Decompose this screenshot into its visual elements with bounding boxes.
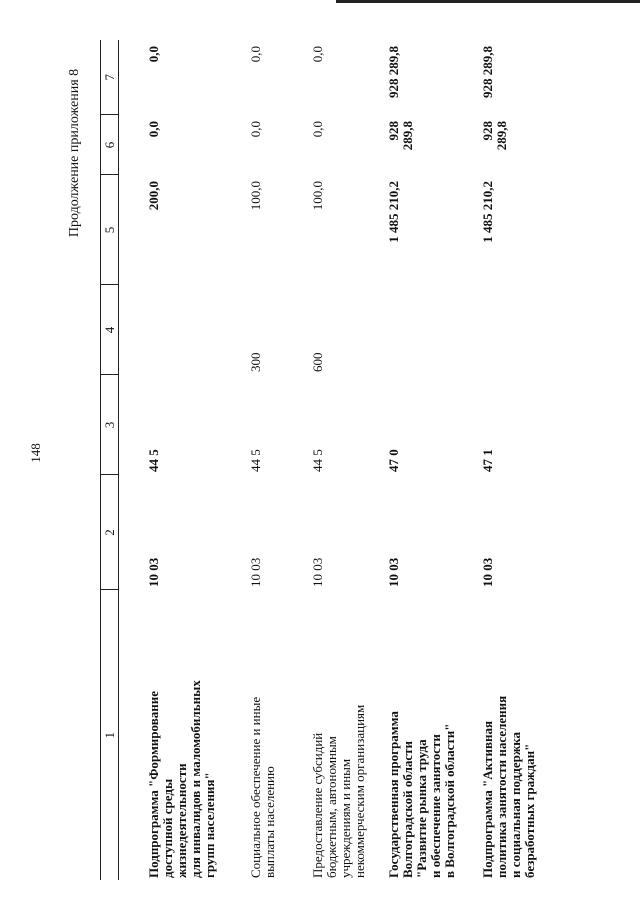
name-line: для инвалидов и маломобильных	[188, 680, 203, 878]
row-value-6: 0,0	[248, 121, 263, 138]
name-line: жизнедеятельности	[174, 763, 189, 878]
name-line: политика занятости населения	[494, 695, 509, 878]
row-value-5: 100,0	[248, 181, 263, 211]
row-expense-type: 600	[310, 352, 325, 372]
name-line: безработных граждан"	[522, 743, 537, 878]
header-col-3: 3	[101, 375, 119, 475]
row-name	[381, 590, 475, 880]
budget-table	[100, 40, 551, 880]
table-row	[119, 40, 243, 880]
row-target: 44 5	[248, 449, 263, 472]
row-target: 47 0	[386, 449, 401, 472]
row-section: 10 03	[386, 557, 401, 587]
header-col-6: 6	[101, 115, 119, 175]
rotated-table-wrapper	[100, 40, 580, 880]
row-name	[119, 590, 243, 880]
row-target: 44 5	[310, 449, 325, 472]
top-rule	[336, 0, 640, 3]
row-value-6: 928 289,8	[480, 121, 509, 151]
name-line: доступной среды	[160, 778, 175, 878]
name-line: Волгоградской области	[400, 740, 415, 878]
header-col-5: 5	[101, 175, 119, 285]
row-expense-type	[119, 285, 243, 375]
name-line: Социальное обеспечение и иные	[248, 696, 263, 878]
name-line: Предоставление субсидий	[310, 732, 325, 878]
table-row	[475, 40, 551, 880]
row-section: 10 03	[480, 557, 495, 587]
page-number: 148	[28, 443, 43, 463]
name-line: Государственная программа	[386, 711, 401, 878]
name-line: в Волгоградской области"	[442, 723, 457, 878]
name-line: Подпрограмма "Активная	[480, 720, 495, 878]
row-value-6: 928 289,8	[386, 121, 415, 151]
name-line: "Развитие рынка труда	[414, 739, 429, 878]
row-section: 10 03	[248, 557, 263, 587]
row-value-5: 100,0	[310, 181, 325, 211]
row-value-7: 0,0	[248, 46, 263, 63]
row-expense-type	[475, 285, 551, 375]
appendix-note: Продолжение приложения 8	[67, 68, 82, 238]
row-value-5: 200,0	[146, 181, 161, 211]
row-value-5: 1 485 210,2	[386, 181, 401, 243]
row-value-5: 1 485 210,2	[480, 181, 495, 243]
row-value-7: 0,0	[146, 46, 161, 63]
name-line: и обеспечение занятости	[428, 734, 443, 878]
row-value-7: 928 289,8	[386, 46, 401, 98]
name-line: учреждениям и иным	[338, 758, 353, 878]
header-col-7: 7	[101, 40, 119, 115]
header-col-1: 1	[101, 590, 119, 880]
row-target: 47 1	[480, 449, 495, 472]
name-line: Подпрограмма "Формирование	[146, 691, 161, 878]
header-col-4: 4	[101, 285, 119, 375]
header-row	[101, 40, 119, 880]
row-target: 44 5	[146, 449, 161, 472]
row-expense-type: 300	[248, 352, 263, 372]
name-line: групп населения"	[202, 772, 217, 878]
row-name	[242, 590, 304, 880]
row-value-7: 0,0	[310, 46, 325, 63]
row-section: 10 03	[146, 557, 161, 587]
row-value-6: 0,0	[146, 121, 161, 138]
row-name	[304, 590, 381, 880]
name-line: выплаты населению	[262, 766, 277, 878]
row-name	[475, 590, 551, 880]
row-section: 10 03	[310, 557, 325, 587]
row-value-6: 0,0	[310, 121, 325, 138]
name-line: некоммерческим организациям	[352, 704, 367, 878]
name-line: и социальная поддержка	[508, 731, 523, 878]
header-col-2: 2	[101, 475, 119, 590]
table-row	[242, 40, 304, 880]
row-value-7: 928 289,8	[480, 46, 495, 98]
table-row	[381, 40, 475, 880]
table-row	[304, 40, 381, 880]
row-expense-type	[381, 285, 475, 375]
name-line: бюджетным, автономным	[324, 736, 339, 878]
